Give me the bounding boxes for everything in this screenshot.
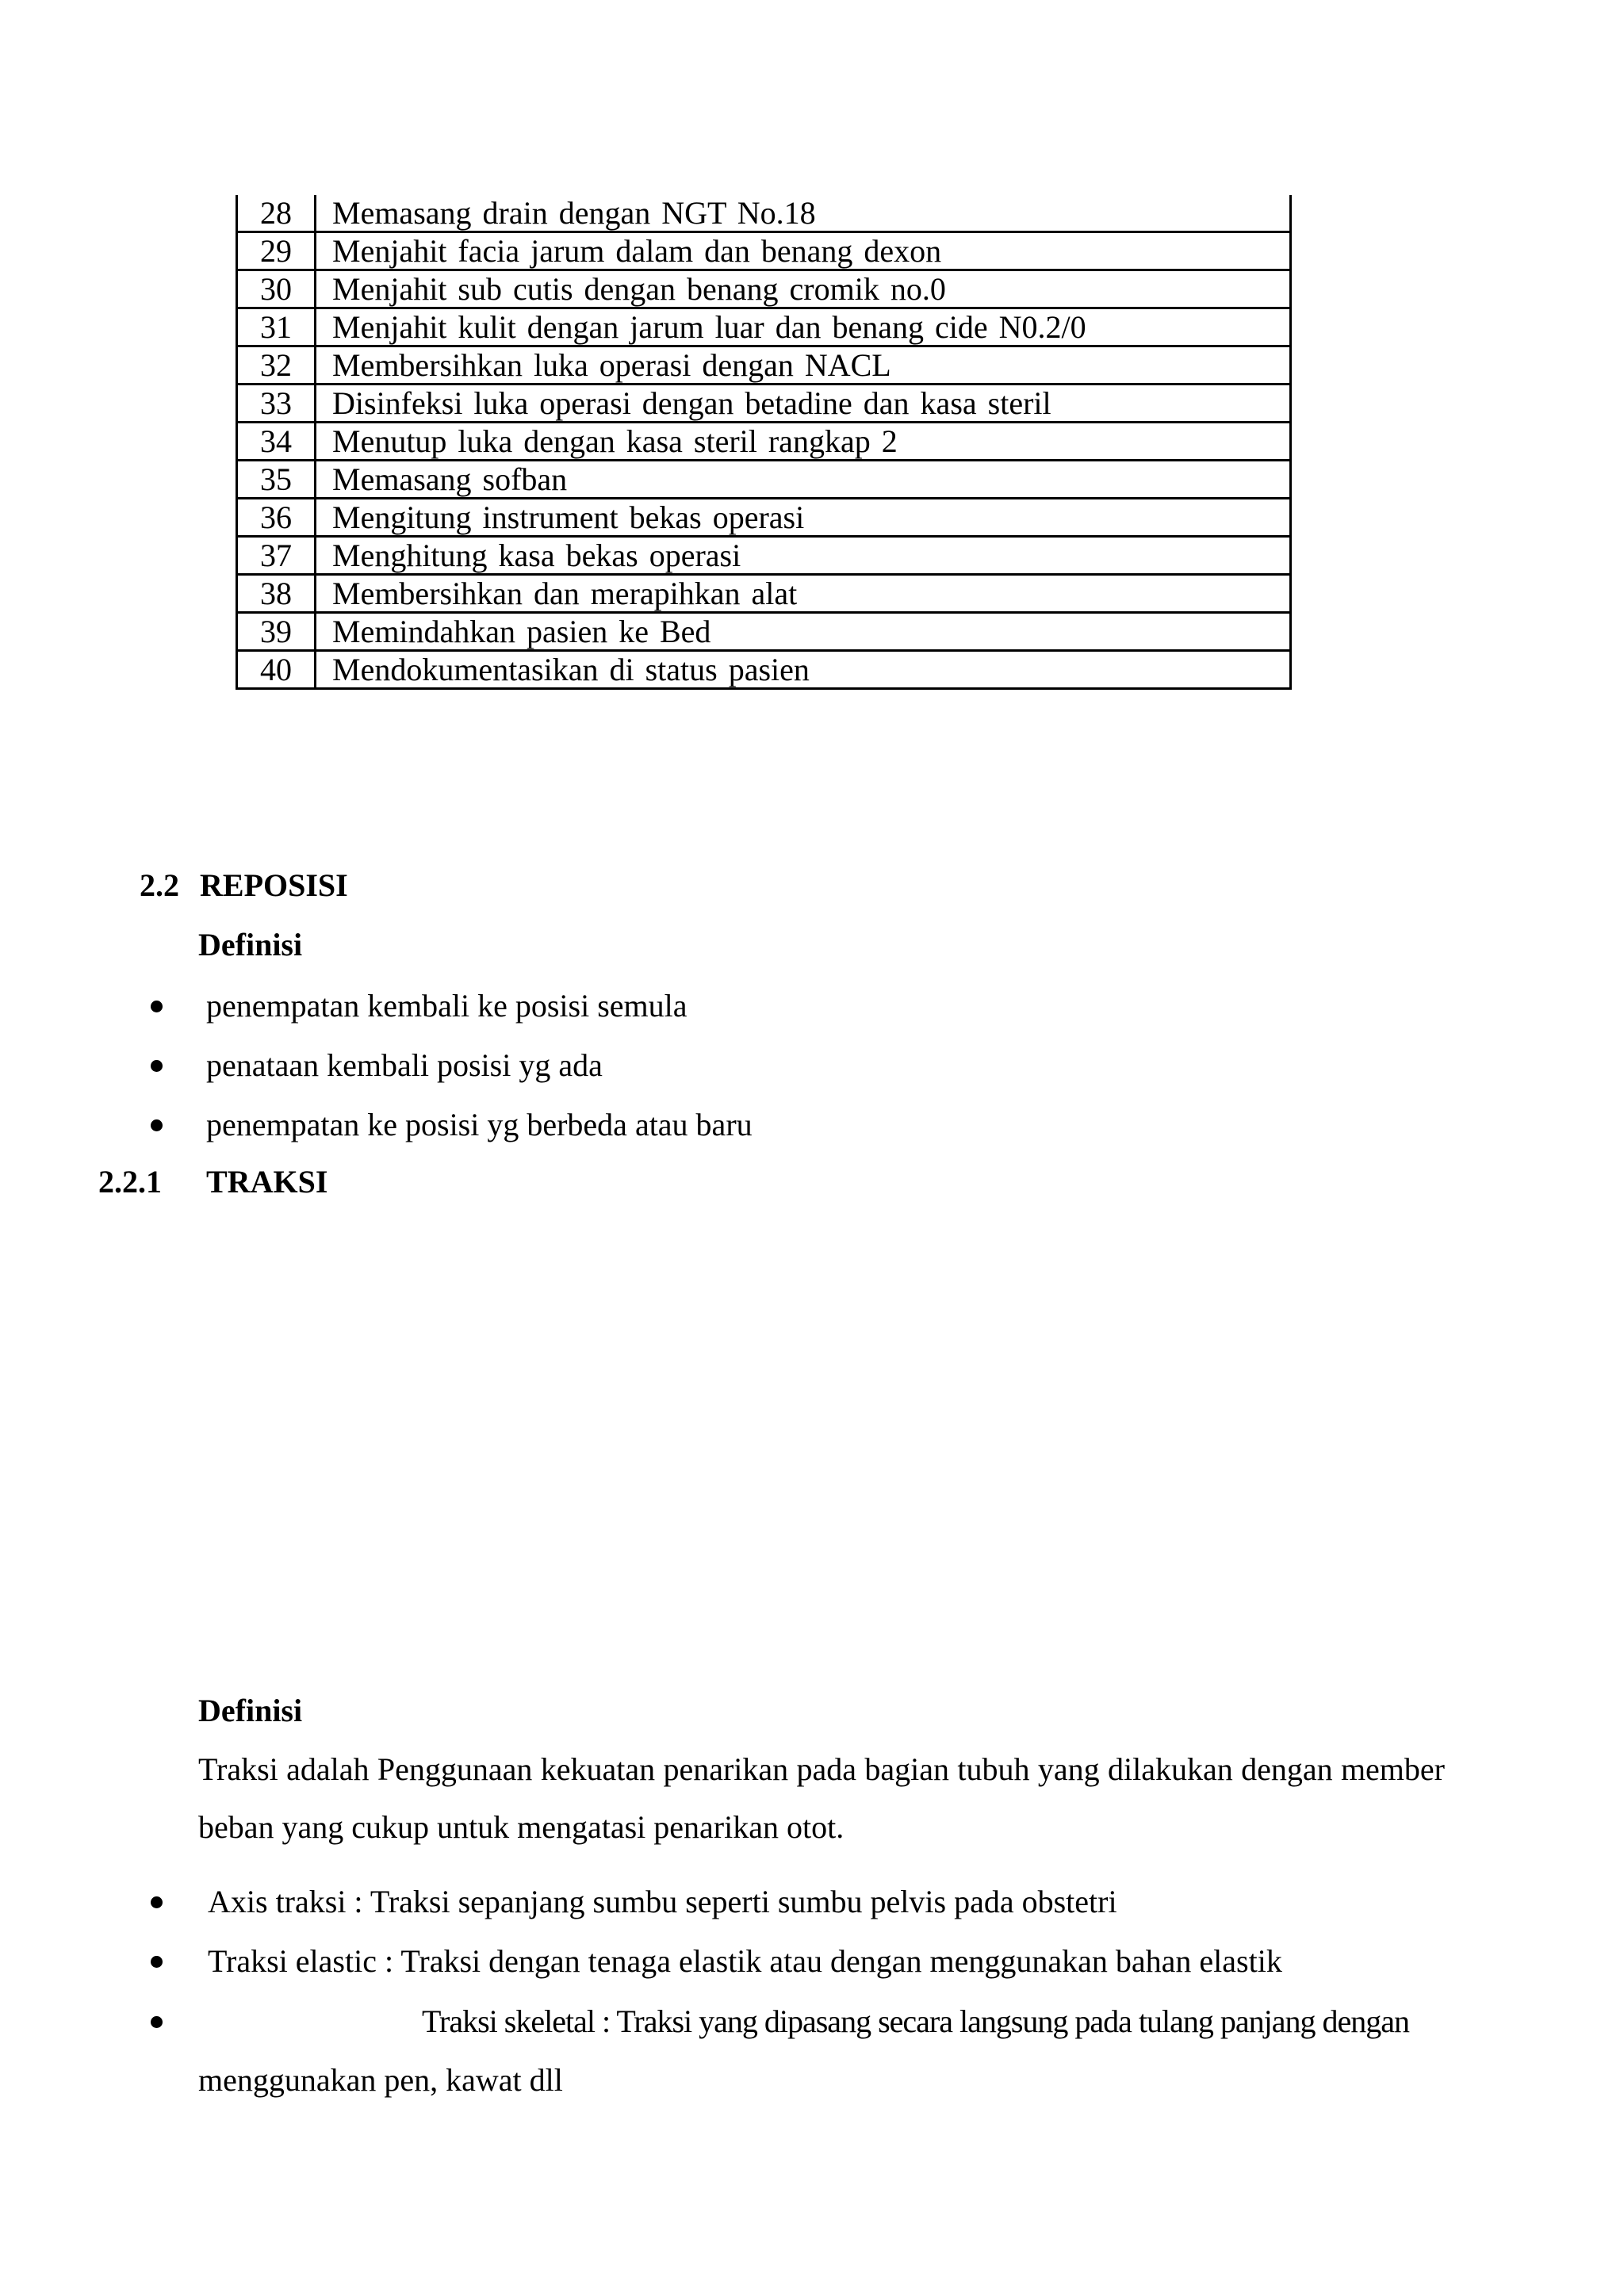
step-number-cell: 39 bbox=[237, 613, 316, 651]
traksi-definition-paragraph: Traksi adalah Penggunaan kekuatan penarikan pada bagian tubuh yang dilakukan dengan member beban yang cukup untuk mengatasi penarikan otot. bbox=[198, 1751, 1445, 1845]
table-row bbox=[237, 537, 1291, 575]
step-description-cell: Menjahit facia jarum dalam dan benang dexon bbox=[316, 232, 1291, 270]
traksi-bullet-axis: Axis traksi : Traksi sepanjang sumbu seperti sumbu pelvis pada obstetri bbox=[208, 1884, 1117, 1919]
step-description-cell: Menutup luka dengan kasa steril rangkap 2 bbox=[316, 423, 1291, 461]
step-number-cell: 30 bbox=[237, 270, 316, 308]
step-description-cell: Menjahit sub cutis dengan benang cromik no.0 bbox=[316, 270, 1291, 308]
section-number-2-2: 2.2 bbox=[140, 867, 179, 903]
table-row bbox=[237, 385, 1291, 423]
table-row bbox=[237, 651, 1291, 689]
bullet-icon bbox=[151, 1060, 163, 1072]
step-number-cell: 38 bbox=[237, 575, 316, 613]
step-number-cell: 29 bbox=[237, 232, 316, 270]
step-description-cell: Mendokumentasikan di status pasien bbox=[316, 651, 1291, 689]
table-row bbox=[237, 270, 1291, 308]
bullet-icon bbox=[151, 1001, 163, 1012]
step-description-cell: Memasang sofban bbox=[316, 461, 1291, 499]
step-number-cell: 31 bbox=[237, 308, 316, 346]
table-row bbox=[237, 499, 1291, 537]
bullet-icon bbox=[151, 1119, 163, 1131]
section-title-reposisi: REPOSISI bbox=[200, 867, 348, 903]
procedure-steps-table bbox=[236, 195, 1292, 690]
step-number-cell: 37 bbox=[237, 537, 316, 575]
step-description-cell: Memasang drain dengan NGT No.18 bbox=[316, 195, 1291, 232]
step-description-cell: Disinfeksi luka operasi dengan betadine dan kasa steril bbox=[316, 385, 1291, 423]
reposisi-bullet-1: penempatan kembali ke posisi semula bbox=[206, 988, 688, 1024]
step-number-cell: 36 bbox=[237, 499, 316, 537]
traksi-bullet-skeletal-line2: menggunakan pen, kawat dll bbox=[198, 2062, 563, 2098]
step-number-cell: 35 bbox=[237, 461, 316, 499]
step-description-cell: Mengitung instrument bekas operasi bbox=[316, 499, 1291, 537]
definition-heading-traksi: Definisi bbox=[198, 1693, 303, 1728]
step-number-cell: 33 bbox=[237, 385, 316, 423]
definition-heading-reposisi: Definisi bbox=[198, 927, 303, 962]
table-row bbox=[237, 461, 1291, 499]
step-number-cell: 34 bbox=[237, 423, 316, 461]
reposisi-bullet-2: penataan kembali posisi yg ada bbox=[206, 1047, 603, 1083]
step-number-cell: 40 bbox=[237, 651, 316, 689]
step-description-cell: Membersihkan luka operasi dengan NACL bbox=[316, 346, 1291, 385]
bullet-icon bbox=[151, 2016, 163, 2028]
table-row bbox=[237, 195, 1291, 232]
step-number-cell: 28 bbox=[237, 195, 316, 232]
step-description-cell: Memindahkan pasien ke Bed bbox=[316, 613, 1291, 651]
traksi-bullet-elastic: Traksi elastic : Traksi dengan tenaga elastik atau dengan menggunakan bahan elastik bbox=[208, 1943, 1282, 1979]
table-row bbox=[237, 423, 1291, 461]
step-number-cell: 32 bbox=[237, 346, 316, 385]
bullet-icon bbox=[151, 1956, 163, 1968]
bullet-icon bbox=[151, 1896, 163, 1908]
reposisi-bullet-3: penempatan ke posisi yg berbeda atau baru bbox=[206, 1107, 753, 1142]
table-row bbox=[237, 613, 1291, 651]
traksi-bullet-skeletal-line1: Traksi skeletal : Traksi yang dipasang secara langsung pada tulang panjang dengan bbox=[422, 2003, 1410, 2039]
section-number-2-2-1: 2.2.1 bbox=[98, 1164, 162, 1200]
table-row bbox=[237, 308, 1291, 346]
step-description-cell: Menghitung kasa bekas operasi bbox=[316, 537, 1291, 575]
section-title-traksi: TRAKSI bbox=[206, 1164, 328, 1200]
table-row bbox=[237, 575, 1291, 613]
table-row bbox=[237, 232, 1291, 270]
table-row bbox=[237, 346, 1291, 385]
step-description-cell: Menjahit kulit dengan jarum luar dan benang cide N0.2/0 bbox=[316, 308, 1291, 346]
step-description-cell: Membersihkan dan merapihkan alat bbox=[316, 575, 1291, 613]
